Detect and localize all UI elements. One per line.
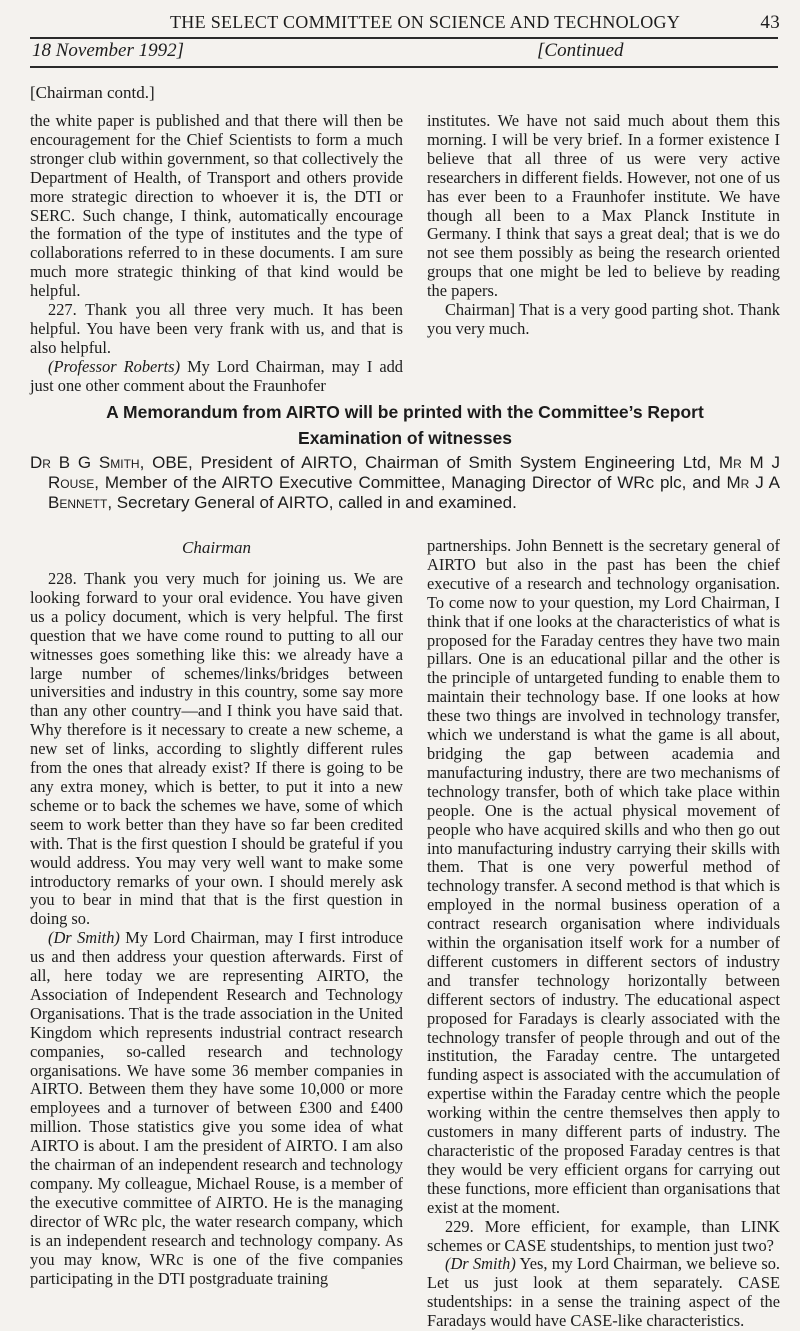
- committee-title: THE SELECT COMMITTEE ON SCIENCE AND TECHNOLOGY: [170, 12, 681, 32]
- continued-label: [Continued: [537, 40, 624, 61]
- answer-text: Yes, my Lord Chairman, we believe so. Let us just look at them separately. CASE studentships: in a sense the training aspect of the Faradays would have CASE-like characteristics.: [427, 1254, 780, 1331]
- answer-text: My Lord Chairman, may I first introduce us and then address your question afterwards. First of all, here today we are representing AIRTO, the Association of Independent Research and Technology Organisations. That is the trade association in the United Kingdom which represents industrial contract research companies, so-called research and technology organisations. We have some 36 member companies in AIRTO. Between them they have some 10,000 or more employees and a turnover of between £300 and £400 million. Those statistics give you some idea of what AIRTO is about. I am the president of AIRTO. I am also the chairman of an independent research and technology company. My colleague, Michael Rouse, is a member of the executive committee of AIRTO. He is the managing director of WRc plc, the water research company, which is an independent research and technology company. As you may know, WRc is one of the five companies participating in the DTI postgraduate training: [30, 928, 403, 1288]
- second-rule: [30, 66, 778, 68]
- speaker-name: (Professor Roberts): [48, 356, 181, 376]
- top-rule: [30, 37, 778, 39]
- sitting-date: 18 November 1992]: [32, 40, 184, 61]
- chairman-heading: Chairman: [182, 538, 251, 557]
- answer-roberts: [30, 358, 403, 396]
- paragraph: institutes. We have not said much about them this morning. I will be very brief. In a former existence I believe that all three of us were very active researchers in different fields. However, not one of us has ever been to a Fraunhofer institute. We have though all been to a Max Planck Institute in Germany. I think that says a great deal; that is we do not see them possibly as being the research oriented groups that one might be led to believe by reading the papers.: [427, 111, 780, 301]
- witness-rouse: Mr M J Rouse: [48, 453, 781, 492]
- bottom-left-column: [30, 570, 403, 1288]
- bottom-right-column: [427, 537, 780, 1331]
- witness-text: , Member of the AIRTO Executive Committee, Managing Director of WRc plc, and: [94, 473, 727, 492]
- top-left-column: [30, 112, 403, 396]
- chairman-closing: Chairman] That is a very good parting shot. Thank you very much.: [427, 300, 780, 338]
- memorandum-notice: A Memorandum from AIRTO will be printed with the Committee’s Report: [106, 402, 704, 422]
- witness-smith: Dr B G Smith: [30, 453, 140, 472]
- witness-paragraph: [30, 453, 780, 513]
- witness-bennett: Mr J A Bennett: [48, 473, 780, 512]
- question-228: 228. Thank you very much for joining us. We are looking forward to your oral evidence. You have given us a policy document, which is very helpful. The first question that we have come round to putting to all our witnesses goes something like this: we already have a large number of schemes/links/bridges between universities and industry in this country, some say more than any other country—and I think you have said that. Why therefore is it necessary to create a new scheme, a new set of links, according to slightly different rules from the ones that already exist? If there is going to be any extra money, which is better, to put it into a new scheme or to back the schemes we have, some of which seem to work better than they have so far been credited with. That is the first question I should be grateful if you would address. You may very well want to make some introductory remarks of your own. I should merely ask you to bear in mind that that is the first question in doing so.: [30, 569, 403, 929]
- question-229: 229. More efficient, for example, than LINK schemes or CASE studentships, to mention just two?: [427, 1216, 780, 1255]
- paragraph: partnerships. John Bennett is the secretary general of AIRTO but also in the past has been the chief executive of a research and technology organisation. To come now to your question, my Lord Chairman, I think that if one looks at the characteristics of what is proposed for the Faraday centres they have two main pillars. One is an educational pillar and the other is the principle of untargeted funding to enable them to maintain their technology base. If one looks at how these two things are involved in technology transfer, which we understand is what the game is all about, bridging the gap between academia and manufacturing industry, there are two mechanisms of technology transfer, both of which take place within people. One is the actual physical movement of people who have acquired skills and who then go out into manufacturing industry carrying their skills with them. That is one very powerful method of technology transfer. A second method is that which is employed in the normal business operation of a contract research organisation where individuals within the organisation itself work for a number of different customers in different sectors of industry and transfer technology horizontally between different sectors of industry. The educational aspect proposed for Faradays is clearly associated with the technology transfer of people through and out of the institution, the Faraday centre. The untargeted funding aspect is associated with the accumulation of expertise within the Faraday centre which the people working within the centre themselves then apply to customers in many different parts of industry. The characteristic of the proposed Faraday centres is that they would be very efficient organs for carrying out these functions, more efficient than organisations that exist at the moment.: [427, 536, 780, 1217]
- question-227: 227. Thank you all three very much. It has been helpful. You have been very frank with us, and that is also helpful.: [30, 300, 403, 357]
- answer-text: My Lord Chairman, may I add just one other comment about the Fraunhofer: [30, 356, 403, 395]
- paragraph: the white paper is published and that there will then be encouragement for the Chief Scientists to form a much stronger club within government, so that collectively the Department of Health, of Transport and others provide more strategic direction to whoever it is, the DTI or SERC. Such change, I think, automatically encourage the formation of the type of institutes and the type of collaborations referred to in these documents. I am sure much more strategic thinking of that kind would be helpful.: [30, 111, 403, 301]
- witness-text: , OBE, President of AIRTO, Chairman of Smith System Engineering Ltd,: [139, 453, 719, 472]
- witness-text: , Secretary General of AIRTO, called in and examined.: [107, 493, 517, 512]
- speaker-label: [Chairman contd.]: [30, 83, 155, 102]
- speaker-name: (Dr Smith): [48, 928, 120, 948]
- top-right-column: [427, 112, 780, 339]
- examination-heading: Examination of witnesses: [298, 428, 512, 448]
- answer-smith-229: [427, 1255, 780, 1331]
- page-number: 43: [760, 12, 780, 33]
- speaker-name: (Dr Smith): [445, 1254, 516, 1274]
- witness-list: [30, 453, 780, 513]
- answer-smith: [30, 929, 403, 1288]
